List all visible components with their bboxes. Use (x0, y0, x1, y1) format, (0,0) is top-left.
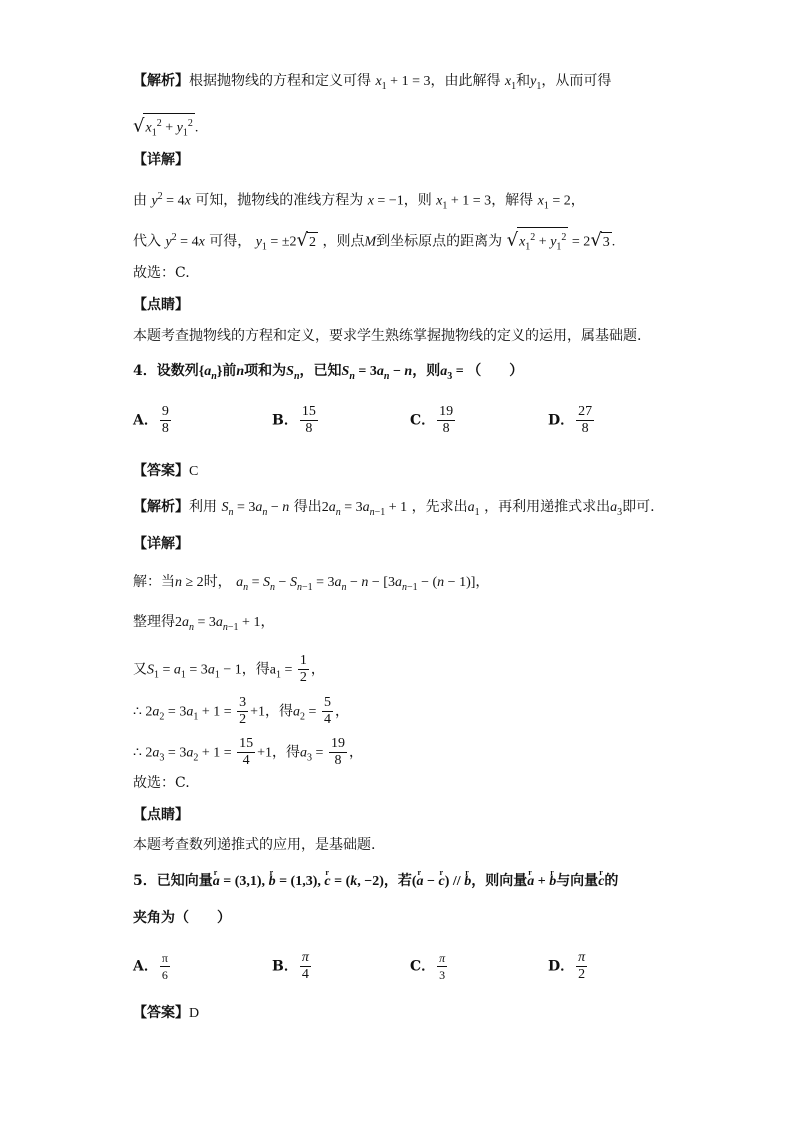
q4-stem: 4．设数列$\{a_n\}$前n项和为$S_n$，已知$S_n = 3a_n - n$，则$a_3$ = （ ） (133, 363, 524, 382)
q3-analysis-formula: $√x_1^2 + y_1^2$ . (133, 113, 198, 143)
q4-step5: ∴ $2a_3 = 3a_2 + 1$ = $\frac{15}{4}$ +1，得$a_3$ = $\frac{19}{8}$ ， (133, 736, 363, 768)
q3-choice: 故选：C. (133, 265, 190, 281)
q3-remark-text: 本题考查抛物线的方程和定义，要求学生熟练掌握抛物线的定义的运用，属基础题. (133, 328, 642, 344)
q4-remark-text: 本题考查数列递推式的应用，是基础题. (133, 837, 376, 853)
q4-option-b[interactable]: B． $\frac{15}{8}$ (272, 404, 316, 436)
q5-option-d[interactable]: D． $\frac{\pi}{2}$ (548, 950, 586, 982)
q4-option-d[interactable]: D． $\frac{27}{8}$ (548, 404, 593, 436)
q4-option-a[interactable]: A． $\frac{9}{8}$ (133, 404, 169, 436)
remark-tag: 【点睛】 (133, 807, 189, 823)
analysis-tag: 【解析】 (133, 73, 189, 89)
q3-detail-line1: 由 $y^2 = 4x$ 可知，抛物线的准线方程为 x = −1，则 $x_1 + 1 = 3$，解得 $x_1 = 2$， (133, 191, 585, 212)
q3-detail-line2: 代入 $y^2 = 4x$ 可得， $y_1 = \pm 2√2$ ，则点M到坐标原点的距离为 $√x_1^2 + y_1^2 = 2√3$ . (133, 227, 615, 257)
q5-option-b[interactable]: B． $\frac{\pi}{4}$ (272, 950, 309, 982)
q4-step4: ∴ $2a_2 = 3a_1 + 1$ = $\frac{3}{2}$ +1，得$a_2$ = $\frac{5}{4}$ ， (133, 695, 349, 727)
detail-tag: 【详解】 (133, 536, 189, 552)
q5-option-c[interactable]: C． $\frac{\pi}{3}$ (410, 951, 446, 982)
q4-answer: 【答案】C (133, 463, 199, 479)
q5-stem-line2: 夹角为（ ） (133, 910, 231, 926)
q5-option-a[interactable]: A． $\frac{\pi}{6}$ (133, 951, 168, 982)
q5-stem-line1: 5．已知向量r a = (3,1), r b = (1,3), r c = (k, −2)，若(r a − r c) // r b，则向量r a + r b与向量r c的 (133, 871, 618, 892)
q4-step3: 又$S_1 = a_1 = 3a_1 - 1$，得$a_1$ = $\frac{1}{2}$ ， (133, 653, 325, 685)
detail-tag: 【详解】 (133, 152, 189, 168)
q4-choice: 故选：C. (133, 775, 190, 791)
remark-tag: 【点睛】 (133, 297, 189, 313)
q4-step1: 解：当n ≥ 2时， $a_n = S_n - S_{n-1} = 3a_n - n - [3a_{n-1} - (n - 1)]$， (133, 574, 490, 593)
q4-analysis: 【解析】利用 $S_n = 3a_n - n$ 得出$2a_n = 3a_{n-1} + 1$ ，先求出$a_1$ ，再利用递推式求出$a_3$即可. (133, 499, 655, 518)
q4-option-c[interactable]: C． $\frac{19}{8}$ (410, 404, 454, 436)
q5-answer: 【答案】D (133, 1005, 200, 1021)
q4-step2: 整理得$2a_n = 3a_{n-1} + 1$， (133, 614, 275, 633)
q3-analysis-line: 【解析】根据抛物线的方程和定义可得 $x_1 + 1 = 3$，由此解得 $x_1$和$y_1$，从而可得 (133, 73, 612, 92)
